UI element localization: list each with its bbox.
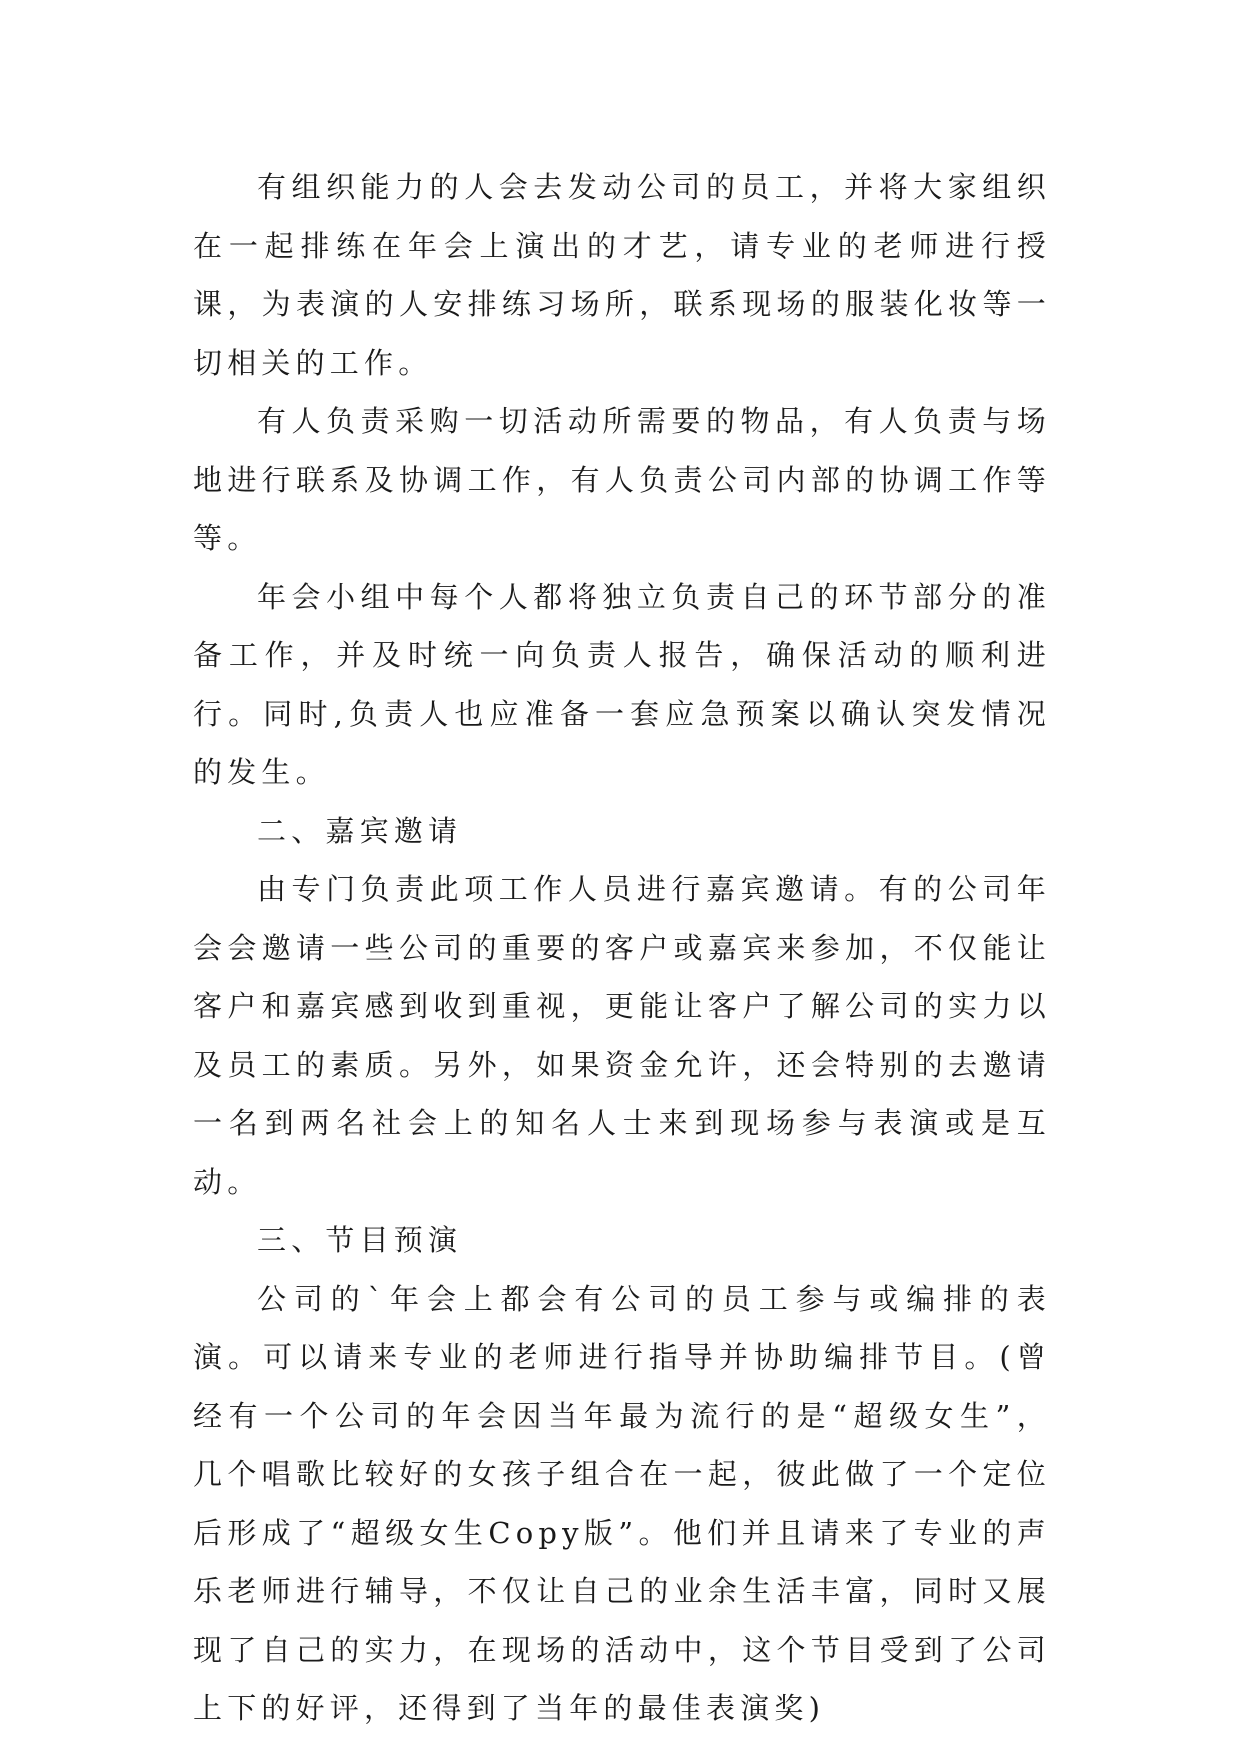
paragraph-organizers: 有组织能力的人会去发动公司的员工，并将大家组织在一起排练在年会上演出的才艺，请专业的老师进行授课，为表演的人安排练习场所，联系现场的服装化妆等一切相关的工作。: [193, 170, 1051, 380]
paragraph-guest-invitation: 由专门负责此项工作人员进行嘉宾邀请。有的公司年会会邀请一些公司的重要的客户或嘉宾来参加，不仅能让客户和嘉宾感到收到重视，更能让客户了解公司的实力以及员工的素质。另外，如果资金允许，还会特别的去邀请一名到两名社会上的知名人士来到现场参与表演或是互动。: [193, 872, 1051, 1199]
section-heading-guest-invitation: 二、嘉宾邀请: [257, 813, 463, 848]
paragraph-program-rehearsal: 公司的`年会上都会有公司的员工参与或编排的表演。可以请来专业的老师进行指导并协助编排节目。(曾经有一个公司的年会因当年最为流行的是“超级女生”，几个唱歌比较好的女孩子组合在一起，彼此做了一个定位后形成了“超级女生Copy版”。他们并且请来了专业的声乐老师进行辅导，不仅让自己的业余生活丰富，同时又展现了自己的实力，在现场的活动中，这个节目受到了公司上下的好评，还得到了当年的最佳表演奖): [193, 1281, 1051, 1725]
document-body: [193, 158, 1051, 1738]
section-heading-program-rehearsal: 三、节目预演: [257, 1223, 463, 1257]
paragraph-procurement: 有人负责采购一切活动所需要的物品，有人负责与场地进行联系及协调工作，有人负责公司内部的协调工作等等。: [193, 404, 1051, 555]
paragraph-responsibility: 年会小组中每个人都将独立负责自己的环节部分的准备工作，并及时统一向负责人报告，确保活动的顺利进行。同时,负责人也应准备一套应急预案以确认突发情况的发生。: [193, 579, 1051, 789]
